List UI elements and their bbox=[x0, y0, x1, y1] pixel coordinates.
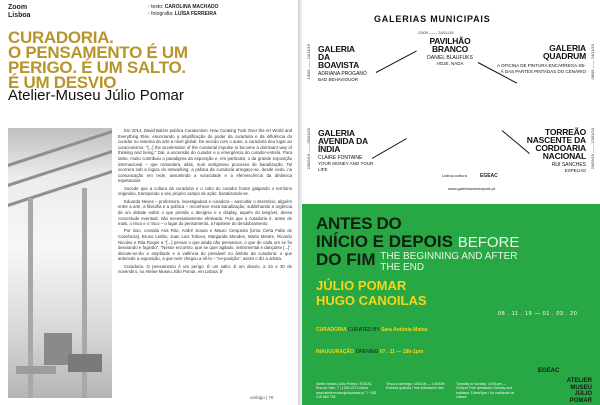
article-body bbox=[118, 128, 292, 277]
gallery-name: QUADRUM bbox=[543, 51, 586, 61]
atelier-museu-logo bbox=[536, 378, 592, 404]
headline-line: É UM DESVIO bbox=[8, 73, 117, 92]
gallery-name: NACIONAL bbox=[542, 151, 586, 161]
ad-title-en: BEFORE bbox=[457, 234, 520, 251]
ad-opening bbox=[316, 349, 423, 355]
credits: • texto: CAROLINA MACHADO • fotografia: LUÍSA FERREIRA bbox=[148, 4, 219, 17]
gallery-name: NASCENTE DA bbox=[526, 135, 586, 145]
gallery-boavista bbox=[318, 45, 398, 83]
headline-line: PERIGO. É UM SALTO. bbox=[8, 58, 186, 77]
page-folio: umbigo | 70 bbox=[250, 395, 274, 400]
curator-label: CURADORIA bbox=[316, 327, 347, 333]
article-paragraph: Curadoria. O pensamento é um perigo. É um salto. É um desvio, a 23 e 30 de novembro, no Atelier-Museu Júlio Pomar, em Lisboa. bbox=[118, 263, 292, 275]
gallery-name: GALERIA bbox=[549, 43, 586, 53]
gallery-name: BRANCO bbox=[431, 44, 469, 54]
curator-label-en: CURATED BY bbox=[347, 327, 380, 333]
gallery-work: ESPELHO bbox=[564, 168, 586, 173]
exhibition-ad bbox=[302, 204, 600, 405]
gallery-artist: CLAIRE FONTAINE bbox=[318, 155, 363, 161]
logo-line: MUSEU bbox=[570, 384, 592, 391]
gallery-name: ÍNDIA bbox=[318, 144, 341, 154]
gallery-quadrum bbox=[496, 44, 586, 74]
ad-title-pt: DO FIM bbox=[316, 250, 376, 269]
logo-line: JÚLIO bbox=[574, 391, 592, 397]
gallery-work: BAD BEHAVIOUOR bbox=[318, 77, 359, 82]
ad-title-pt: INÍCIO E DEPOIS bbox=[316, 232, 453, 251]
ad-dates: 08 . 11 . 19 — 01 . 03 . 20 bbox=[498, 311, 578, 317]
gallery-work: A OFICINA DE PINTURA ENCARREGA-SE-Á DAS PARTES PINTADAS DO CENÁRIO bbox=[496, 63, 586, 74]
logo-line: ATELIER bbox=[566, 378, 592, 384]
gallery-avenida-india bbox=[318, 129, 408, 172]
curator-name: Sara Antónia Matos bbox=[381, 327, 428, 333]
gallery-work: HOJE, NADA bbox=[436, 61, 464, 66]
gallery-dates: 13/09 —— 10/11/19 bbox=[306, 44, 311, 80]
gallery-dates: 23/09/19 —— 05/01/20 bbox=[306, 128, 311, 170]
ad-curator bbox=[316, 327, 428, 333]
ad-title-line3 bbox=[316, 251, 520, 273]
ad-title-line2 bbox=[316, 233, 519, 251]
gallery-dates: 23/09 —— 24/11/19 bbox=[418, 30, 454, 35]
egeac-logo: EGEAC bbox=[538, 368, 560, 374]
egeac-logo: EGEAC bbox=[480, 173, 498, 179]
gallery-name: AVENIDA DA bbox=[318, 136, 368, 146]
gallery-name: CORDOARIA bbox=[535, 143, 586, 153]
text-author: CAROLINA MACHADO bbox=[164, 4, 219, 10]
ad-title-en: THE BEGINNING AND AFTER THE END bbox=[380, 251, 518, 273]
galleries-title: GALERIAS MUNICIPAIS bbox=[374, 14, 491, 24]
gallery-dates: 29/09/19 —— 12/01/20 bbox=[590, 128, 595, 170]
gallery-name: PAVILHÃO bbox=[429, 36, 471, 46]
section-lisboa: Lisboa bbox=[8, 12, 31, 19]
ad-title-line1: ANTES DO bbox=[316, 214, 402, 233]
article-paragraph: Eduarda Neves – professora, investigadora e curadora – auscultar o interstício, alguém entre a arte, a filosofia e a política – reconhece essa banalização, sublinhando a urgência de um debate sobre o que prende o desígnio e o display, aquém do tangível, dessa concretude eventual, não necessariamente efetivada. Pois que a curadoria é, antes de mais, o risco e o risco – o lugar do pensamento, a hipótese do desdobramento. bbox=[118, 198, 292, 227]
right-page bbox=[302, 0, 600, 405]
article-paragraph: Sucede que a cultura da curadoria e o culto do curador foram galgando o território originário, transpondo o seu próprio campo de ação: banalizando-se. bbox=[118, 185, 292, 197]
gallery-name: TORREÃO bbox=[545, 127, 586, 137]
venue-title: Atelier-Museu Júlio Pomar bbox=[8, 87, 184, 104]
gallery-dates: 08/09 —— 24/11/19 bbox=[590, 44, 595, 80]
section-label bbox=[8, 4, 31, 20]
article-end-mark: // bbox=[220, 269, 223, 275]
ad-info-hours-en: Tuesday to Sunday: 10h/1pm — 2h/6pm Free admission Sunday and holidays: 10am/1pm / for residents de Lisboa bbox=[456, 382, 515, 399]
text-credit-label: texto: bbox=[151, 4, 164, 10]
ad-artist: JÚLIO POMAR bbox=[316, 278, 407, 293]
gallery-artist: RUI SANCHES bbox=[551, 162, 586, 168]
logo-line: POMAR bbox=[569, 397, 592, 404]
galleries-website: www.galeriasmunicipais.pt bbox=[448, 186, 495, 191]
article-paragraph: Em 2014, David Balzer publica Curationism: How Curating Took Over the Art World and Everything Else, enunciando a amplificação do poder da curadoria e da influência do curador no sistema da arte a nível global. De acordo com o autor, a curadoria deu lugar ao curacionismo: "[...] the acceleration of the curatorial impulse to become a dominant way of thinking and being." Daí, a ascensão do curador e a emergência do curador-estrela. Para tanto, muito contribuiu o paradigma da exposição e, em particular, o da grande exposição internacional – que redundara, aliás, num vertiginoso processo de banalização. Tal ocorrera sob a lógica do networking: a prática da curadoria arregaçe-se, desde cedo, na comunicação em rede, assumindo a voracidade e a efervescência da dinâmica espetacular. bbox=[118, 128, 292, 184]
section-zoom: Zoom bbox=[8, 4, 28, 11]
headline-line: CURADORIA. bbox=[8, 28, 114, 47]
article-headline bbox=[8, 30, 296, 90]
opening-label-en: OPENING bbox=[355, 349, 379, 355]
article-paragraph: Por isso, convida Ana Rito, André Sousa e Mauro Cerqueira [Uma Certa Falta de Coerência], Bruno Leitão, Juan Luis Toboso, Margarida Mendes, Marta Mestre, Ricardo Nicolau e Rita Roque a "[...] pensar o que ainda não pensamos, o que de cada um se foi desviando e fugindo". "Nesse encontro, que se quer agitado, instrumental e dançante [...]", discute-se-ão a amplitude e a valência do pensável no âmbito da curadoria: o que antecede a exposição, a que nem chegou a sê-lo – "ex-posição", assim o diz a artista. bbox=[118, 228, 292, 262]
headline-line: O PENSAMENTO É UM bbox=[8, 43, 188, 62]
photo-credit-label: fotografia: bbox=[151, 11, 174, 17]
ad-info-hours: Terça a domingo: 10h/13h — 14h/18h Entrada gratuita / free Admission free bbox=[386, 382, 445, 391]
gallery-name: GALERIA bbox=[318, 128, 355, 138]
gallery-name: DA bbox=[318, 52, 330, 62]
gallery-artist: DANIEL BLAUFUKS bbox=[427, 55, 473, 61]
opening-time: 07 . 11 — 18h-1pm bbox=[379, 349, 424, 355]
gallery-artist: ADRIANA PROGANÓ bbox=[318, 71, 367, 77]
lisboa-cultura-logo: Lisboa cultura bbox=[442, 173, 467, 178]
opening-label: INAUGURAÇÃO bbox=[316, 349, 355, 355]
ad-artist: HUGO CANOILAS bbox=[316, 293, 427, 308]
left-page bbox=[0, 0, 298, 405]
photo-author: LUÍSA FERREIRA bbox=[174, 11, 217, 17]
gallery-work: YOUR MONEY AND YOUR LIFE bbox=[318, 161, 374, 172]
gallery-name: BOAVISTA bbox=[318, 60, 360, 70]
exhibition-photo bbox=[8, 128, 112, 398]
ad-info-address: Atelier-Museu Júlio Pomar / EGEAC Rua do Vale, 7 | 1200-472 Lisboa www.ateliermuseujuliopomar.pt T: +351 215 880 793 bbox=[316, 382, 377, 399]
gallery-name: GALERIA bbox=[318, 44, 355, 54]
